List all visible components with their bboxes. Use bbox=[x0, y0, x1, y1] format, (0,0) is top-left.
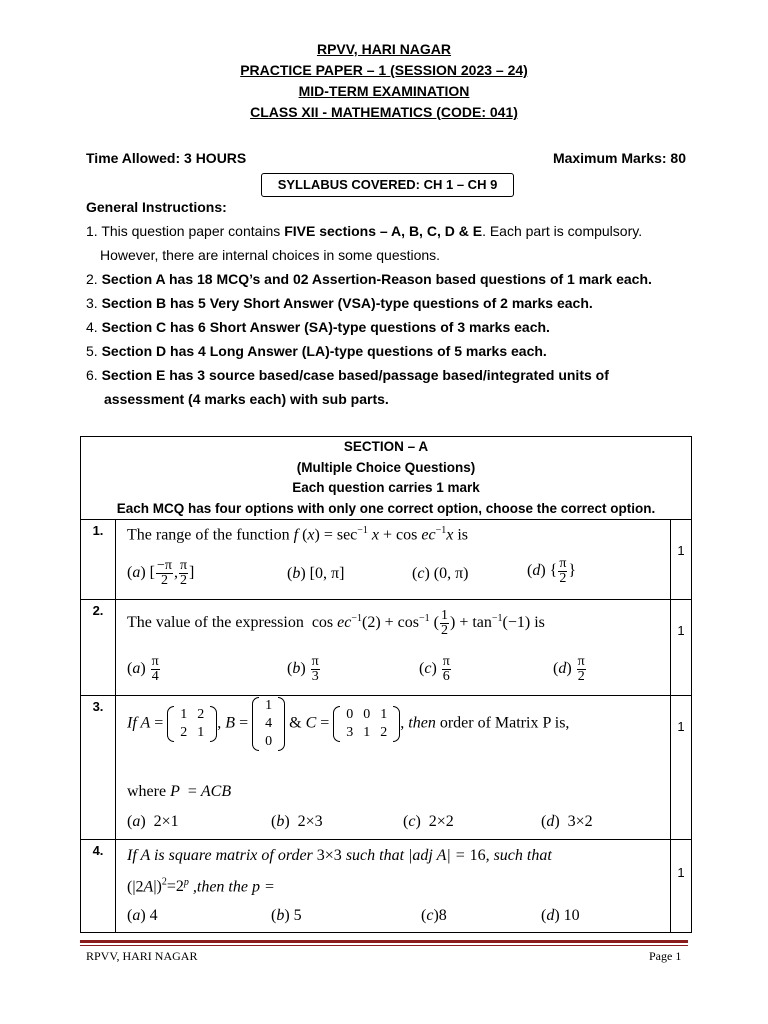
option-b: (b) $\frac{\pi}{3}$ bbox=[287, 654, 319, 684]
instruction-6: 6. Section E has 3 source based/case based/passage based/integrated units of bbox=[86, 367, 609, 383]
question-row-3 bbox=[81, 695, 691, 840]
question-3-body bbox=[127, 695, 657, 839]
section-a-table bbox=[80, 436, 692, 933]
question-row-1 bbox=[81, 519, 691, 600]
paper-title: PRACTICE PAPER – 1 (SESSION 2023 – 24) bbox=[240, 62, 528, 78]
option-d: (d) $\frac{\pi}{2}$ bbox=[553, 654, 585, 684]
page-number: Page 1 bbox=[649, 949, 682, 963]
exam-title: MID-TERM EXAMINATION bbox=[298, 83, 470, 99]
question-1-body bbox=[127, 519, 657, 599]
question-marks: 1 bbox=[670, 519, 691, 599]
option-a: (a) 4 bbox=[127, 907, 158, 924]
question-row-2 bbox=[81, 599, 691, 696]
option-b: (b) 2×3 bbox=[271, 813, 323, 830]
time-marks-row bbox=[86, 150, 686, 166]
footer-left: RPVV, HARI NAGAR bbox=[86, 949, 198, 963]
instruction-4: 4. Section C has 6 Short Answer (SA)-type questions of 3 marks each. bbox=[86, 319, 550, 335]
instruction-1: 1. This question paper contains FIVE sections – A, B, C, D & E. Each part is compulsory. bbox=[86, 223, 643, 239]
question-number: 3. bbox=[81, 695, 116, 839]
instructions-title: General Instructions: bbox=[86, 199, 227, 215]
instruction-6-cont: assessment (4 marks each) with sub parts. bbox=[104, 391, 389, 407]
question-marks: 1 bbox=[670, 839, 691, 932]
question-row-4 bbox=[81, 839, 691, 932]
question-4-body bbox=[127, 839, 657, 932]
option-a: (a) [ $\frac{-\pi}{2}$ , $\frac{\pi}{2}$ ] bbox=[127, 558, 195, 588]
question-2-body bbox=[127, 599, 657, 695]
section-subtitle: (Multiple Choice Questions) bbox=[296, 459, 476, 475]
option-a: (a) 2×1 bbox=[127, 813, 179, 830]
option-c: (c) (0, π) bbox=[412, 565, 469, 582]
syllabus-box: SYLLABUS COVERED: CH 1 – CH 9 bbox=[261, 173, 514, 197]
question-marks: 1 bbox=[670, 695, 691, 839]
footer-rule bbox=[80, 940, 688, 943]
school-name: RPVV, HARI NAGAR bbox=[316, 41, 452, 57]
question-2-text: The value of the expression $\cos ec^{-1}(2) + \cos^{-1}$ ( $\frac{1}{2}$ ) + $\tan^{-1}(-1)$ is bbox=[127, 608, 545, 638]
option-c: (c) 2×2 bbox=[403, 813, 454, 830]
option-b: (b) 5 bbox=[271, 907, 302, 924]
section-note: Each MCQ has four options with only one correct option, choose the correct option. bbox=[116, 500, 656, 516]
question-4-text: If A is square matrix of order 3×3 such that |adj A| = 16, such that bbox=[127, 847, 552, 864]
option-d: (d) { $\frac{\pi}{2}$ } bbox=[527, 556, 577, 586]
question-3-where: where P = ACB bbox=[127, 783, 232, 800]
question-number: 1. bbox=[81, 519, 116, 599]
section-a-header bbox=[81, 437, 691, 520]
question-1-text: The range of the function f $(x) = \sec^{-1} x + \cos ec^{-1}x$ is bbox=[127, 525, 469, 544]
option-c: (c) $\frac{\pi}{6}$ bbox=[419, 654, 450, 684]
instruction-1-cont: However, there are internal choices in some questions. bbox=[100, 247, 441, 263]
section-title: SECTION – A bbox=[343, 439, 429, 454]
option-b: (b) [0, π] bbox=[287, 565, 345, 582]
question-number: 2. bbox=[81, 599, 116, 695]
question-marks: 1 bbox=[670, 599, 691, 695]
option-c: (c)8 bbox=[421, 907, 447, 924]
question-4-text-2: $(|2A|)^2=2^p$ ,then the p = bbox=[127, 877, 275, 896]
instruction-5: 5. Section D has 4 Long Answer (LA)-type questions of 5 marks each. bbox=[86, 343, 547, 359]
question-3-text: If A = 1 2 2 1 , B = 1 4 0 & C = 0 0 1 3 1 2 , then order of Matrix P is, bbox=[127, 698, 570, 749]
option-d: (d) 10 bbox=[541, 907, 580, 924]
option-d: (d) 3×2 bbox=[541, 813, 593, 830]
class-subject: CLASS XII - MATHEMATICS (CODE: 041) bbox=[250, 104, 518, 120]
question-number: 4. bbox=[81, 839, 116, 932]
instruction-2: 2. Section A has 18 MCQ’s and 02 Assertion-Reason based questions of 1 mark each. bbox=[86, 271, 652, 287]
instruction-3: 3. Section B has 5 Very Short Answer (VSA)-type questions of 2 marks each. bbox=[86, 295, 593, 311]
maximum-marks: Maximum Marks: 80 bbox=[552, 150, 686, 166]
section-carry: Each question carries 1 mark bbox=[292, 480, 480, 495]
time-allowed: Time Allowed: 3 HOURS bbox=[86, 150, 247, 166]
footer-rule-thin bbox=[80, 945, 688, 946]
option-a: (a) $\frac{\pi}{4}$ bbox=[127, 654, 159, 684]
